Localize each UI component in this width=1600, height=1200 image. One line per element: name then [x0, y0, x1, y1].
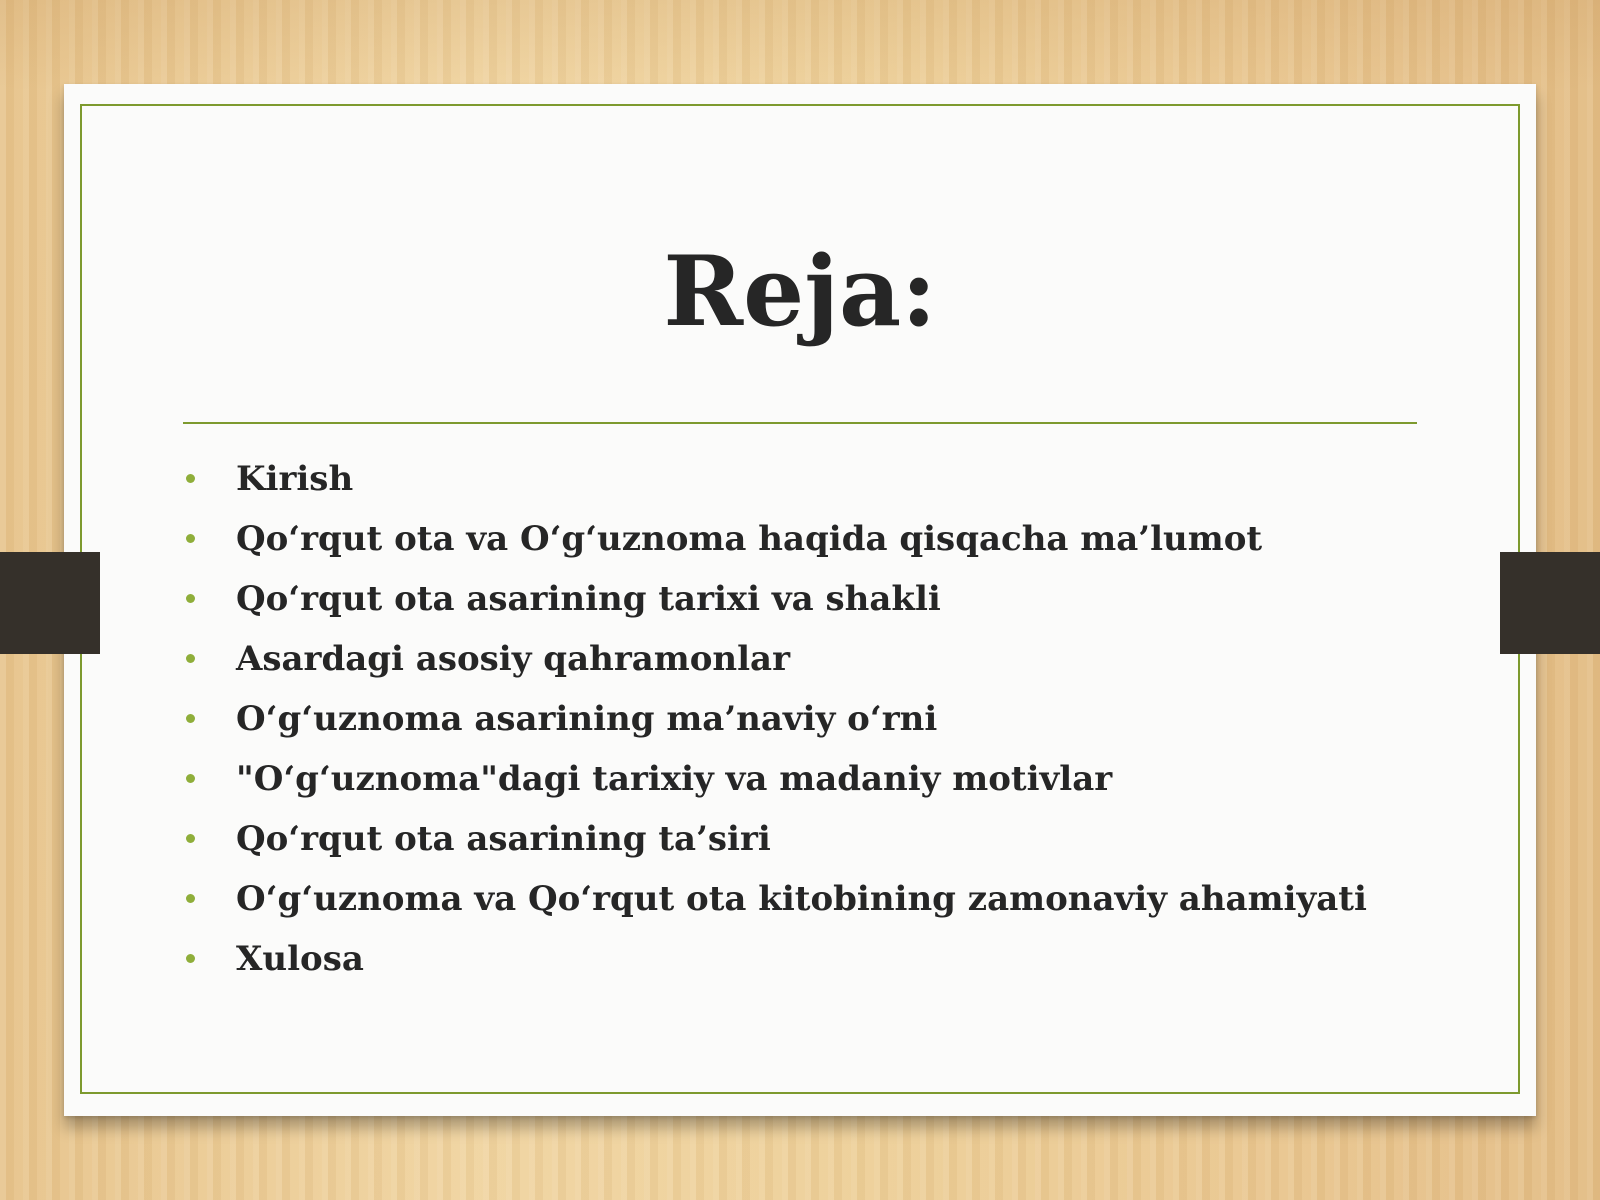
- bullet-text: "O‘g‘uznoma"dagi tarixiy va madaniy motivlar: [236, 759, 1113, 799]
- bullet-item-tarixi: [183, 574, 1443, 634]
- title-divider: [183, 422, 1417, 424]
- bullet-text: Qo‘rqut ota asarining tarixi va shakli: [236, 579, 941, 619]
- bullet-dot-icon: [186, 774, 195, 783]
- bullet-dot-icon: [186, 714, 195, 723]
- bullet-text: Xulosa: [236, 939, 364, 979]
- bullet-item-qahramonlar: [183, 634, 1443, 694]
- slide-title: Reja:: [663, 235, 937, 348]
- bullet-text: Asardagi asosiy qahramonlar: [236, 639, 790, 679]
- bullet-dot-icon: [186, 594, 195, 603]
- bullet-text: Kirish: [236, 459, 354, 499]
- bullet-item-manaviy: [183, 694, 1443, 754]
- bullet-item-xulosa: [183, 934, 1443, 994]
- bullet-list: [183, 454, 1443, 994]
- bullet-dot-icon: [186, 654, 195, 663]
- bullet-dot-icon: [186, 534, 195, 543]
- bullet-dot-icon: [186, 894, 195, 903]
- bullet-text: Qo‘rqut ota asarining ta’siri: [236, 819, 771, 859]
- bullet-dot-icon: [186, 834, 195, 843]
- bullet-item-tasiri: [183, 814, 1443, 874]
- bullet-item-kirish: [183, 454, 1443, 514]
- bullet-dot-icon: [186, 954, 195, 963]
- right-clip: [1500, 552, 1600, 654]
- left-clip: [0, 552, 100, 654]
- wood-background: [0, 0, 1600, 90]
- bullet-dot-icon: [186, 474, 195, 483]
- bullet-text: O‘g‘uznoma asarining ma’naviy o‘rni: [236, 699, 938, 739]
- bullet-text: Qo‘rqut ota va O‘g‘uznoma haqida qisqacha ma’lumot: [236, 519, 1263, 559]
- bullet-item-ahamiyati: [183, 874, 1443, 934]
- bullet-item-malumot: [183, 514, 1443, 574]
- bullet-item-motivlar: [183, 754, 1443, 814]
- bullet-text: O‘g‘uznoma va Qo‘rqut ota kitobining zamonaviy ahamiyati: [236, 879, 1367, 919]
